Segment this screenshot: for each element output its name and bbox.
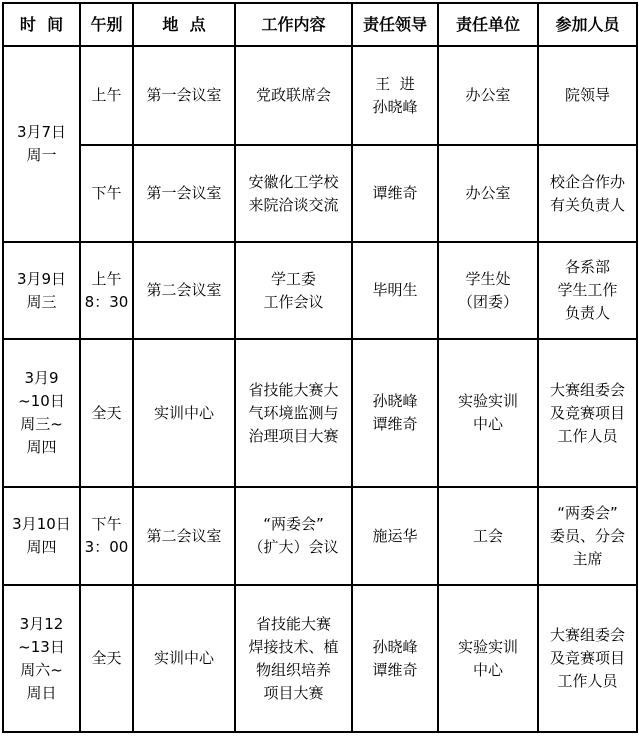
leader-cell: 谭维奇 bbox=[352, 145, 438, 242]
period-cell: 下午 3：00 bbox=[80, 487, 133, 585]
participants-cell: 大赛组委会 及竞赛项目 工作人员 bbox=[538, 339, 637, 487]
date-cell: 3月7日 周一 bbox=[3, 46, 80, 242]
header-location: 地 点 bbox=[133, 3, 235, 46]
content-cell: “两委会” （扩大）会议 bbox=[235, 487, 352, 585]
participants-cell: 院领导 bbox=[538, 46, 637, 145]
unit-cell: 办公室 bbox=[438, 46, 538, 145]
location-cell: 实训中心 bbox=[133, 339, 235, 487]
period-cell: 上午 8：30 bbox=[80, 242, 133, 339]
leader-cell: 孙晓峰 谭维奇 bbox=[352, 339, 438, 487]
header-period: 午别 bbox=[80, 3, 133, 46]
content-cell: 学工委 工作会议 bbox=[235, 242, 352, 339]
table-row bbox=[3, 339, 637, 487]
date-cell: 3月9 ~10日 周三~ 周四 bbox=[3, 339, 80, 487]
location-cell: 第一会议室 bbox=[133, 145, 235, 242]
participants-cell: “两委会” 委员、分会 主席 bbox=[538, 487, 637, 585]
period-cell: 上午 bbox=[80, 46, 133, 145]
header-participants: 参加人员 bbox=[538, 3, 637, 46]
unit-cell: 办公室 bbox=[438, 145, 538, 242]
header-content: 工作内容 bbox=[235, 3, 352, 46]
period-cell: 全天 bbox=[80, 585, 133, 732]
date-cell: 3月12 ~13日 周六~ 周日 bbox=[3, 585, 80, 732]
location-cell: 第一会议室 bbox=[133, 46, 235, 145]
period-cell: 下午 bbox=[80, 145, 133, 242]
unit-cell: 实验实训 中心 bbox=[438, 585, 538, 732]
location-cell: 实训中心 bbox=[133, 585, 235, 732]
header-leader: 责任领导 bbox=[352, 3, 438, 46]
content-cell: 安徽化工学校 来院洽谈交流 bbox=[235, 145, 352, 242]
content-cell: 党政联席会 bbox=[235, 46, 352, 145]
content-cell: 省技能大赛 焊接技术、植 物组织培养 项目大赛 bbox=[235, 585, 352, 732]
table-row bbox=[3, 145, 637, 242]
leader-cell: 孙晓峰 谭维奇 bbox=[352, 585, 438, 732]
date-cell: 3月10日 周四 bbox=[3, 487, 80, 585]
unit-cell: 学生处 （团委） bbox=[438, 242, 538, 339]
leader-cell: 毕明生 bbox=[352, 242, 438, 339]
location-cell: 第二会议室 bbox=[133, 487, 235, 585]
header-time: 时 间 bbox=[3, 3, 80, 46]
content-cell: 省技能大赛大 气环境监测与 治理项目大赛 bbox=[235, 339, 352, 487]
location-cell: 第二会议室 bbox=[133, 242, 235, 339]
participants-cell: 各系部 学生工作 负责人 bbox=[538, 242, 637, 339]
table-row bbox=[3, 585, 637, 732]
unit-cell: 工会 bbox=[438, 487, 538, 585]
leader-cell: 王 进 孙晓峰 bbox=[352, 46, 438, 145]
unit-cell: 实验实训 中心 bbox=[438, 339, 538, 487]
header-row bbox=[3, 3, 637, 46]
schedule-table bbox=[2, 2, 638, 733]
period-cell: 全天 bbox=[80, 339, 133, 487]
table-row bbox=[3, 46, 637, 145]
date-cell: 3月9日 周三 bbox=[3, 242, 80, 339]
table-row bbox=[3, 242, 637, 339]
participants-cell: 校企合作办 有关负责人 bbox=[538, 145, 637, 242]
header-unit: 责任单位 bbox=[438, 3, 538, 46]
participants-cell: 大赛组委会 及竞赛项目 工作人员 bbox=[538, 585, 637, 732]
table-row bbox=[3, 487, 637, 585]
leader-cell: 施运华 bbox=[352, 487, 438, 585]
